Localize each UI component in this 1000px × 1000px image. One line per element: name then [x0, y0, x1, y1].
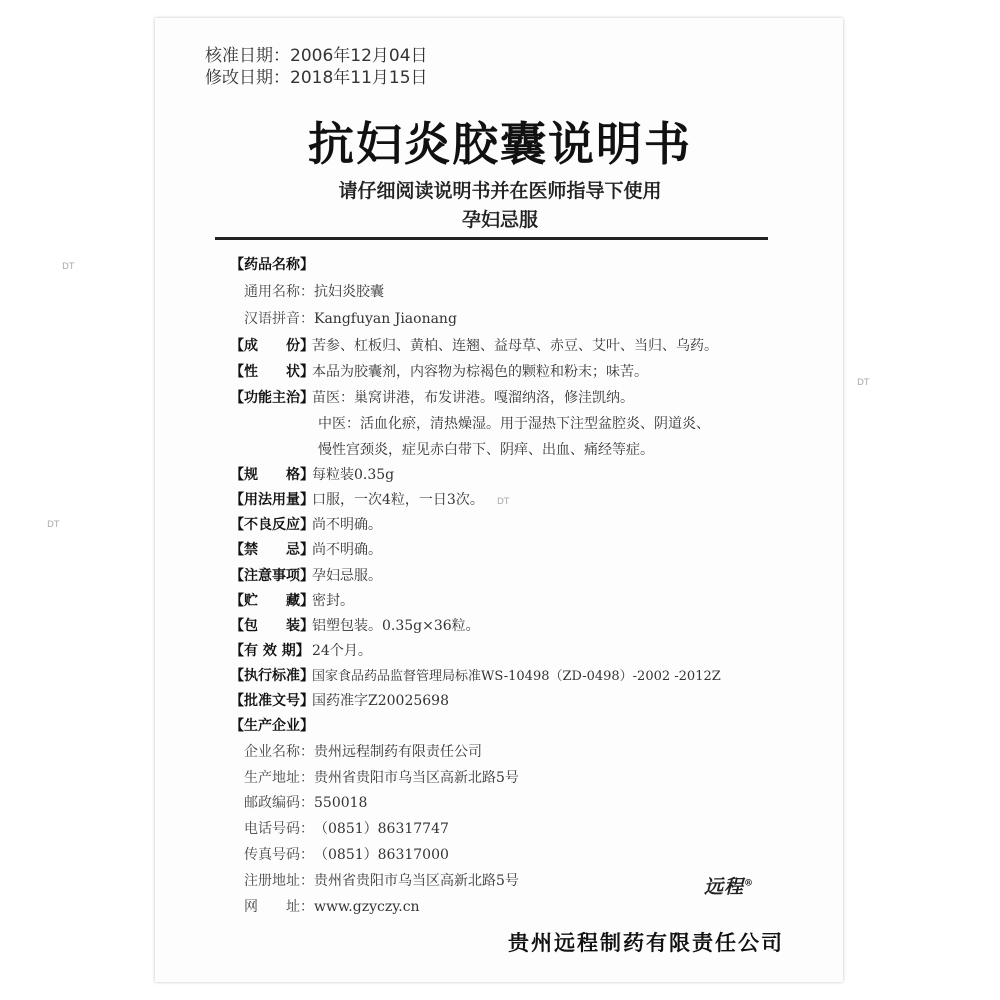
field-label: 【规 格】	[230, 467, 314, 483]
field-value: 贵州远程制药有限责任公司	[314, 744, 482, 760]
field-label: 【功能主治】	[230, 390, 314, 406]
row-company	[244, 742, 482, 762]
pregnancy-warning: 孕妇忌服	[461, 209, 538, 231]
field-label: 【用法用量】	[230, 492, 314, 508]
field-value: 口服，一次4粒，一日3次。	[312, 492, 484, 508]
field-value: 24个月。	[312, 643, 372, 659]
row-contraindications	[230, 540, 382, 560]
field-value: （0851）86317747	[314, 821, 449, 837]
registered-mark: ®	[744, 878, 755, 889]
field-label: 汉语拼音：	[244, 311, 314, 327]
field-value: 贵州省贵阳市乌当区高新北路5号	[314, 770, 519, 786]
field-label: 【包 装】	[230, 618, 314, 634]
section-label: 【药品名称】	[230, 257, 314, 273]
row-precautions	[230, 566, 382, 586]
logo-text: 远程	[704, 876, 745, 898]
field-value: 尚不明确。	[312, 542, 382, 558]
watermark: DT	[497, 497, 510, 507]
subtitle: 请仔细阅读说明书并在医师指导下使用	[338, 180, 662, 202]
row-indications	[230, 388, 634, 408]
field-value: 孕妇忌服。	[312, 568, 382, 584]
field-value: 密封。	[312, 593, 354, 609]
row-character	[230, 362, 648, 382]
row-address	[244, 768, 519, 788]
field-label: 【注意事项】	[230, 568, 314, 584]
approve-date: 核准日期：2006年12月04日	[205, 46, 428, 66]
field-value: 国家食品药品监督管理局标准WS-10498（ZD-0498）-2002 -2012Z	[312, 669, 721, 684]
field-value: 苗医：巢窝讲港，布发讲港。嘎溜纳洛，修洼凯纳。	[312, 390, 634, 406]
field-label: 【执行标准】	[230, 668, 314, 684]
row-phone	[244, 819, 449, 839]
section-manufacturer	[230, 716, 314, 736]
row-reg-address	[244, 871, 519, 891]
row-adverse	[230, 515, 382, 535]
field-label: 【不良反应】	[230, 517, 314, 533]
row-standard	[230, 666, 721, 687]
row-spec	[230, 465, 394, 485]
divider	[215, 237, 768, 240]
field-label: 通用名称：	[244, 284, 314, 300]
field-value: 国药准字Z20025698	[312, 693, 449, 709]
field-label: 【成 份】	[230, 338, 314, 354]
field-label: 生产地址：	[244, 770, 314, 786]
company-footer: 贵州远程制药有限责任公司	[508, 931, 784, 955]
section-drug-name	[230, 255, 314, 275]
field-value: 抗妇炎胶囊	[314, 284, 384, 300]
field-label: 企业名称：	[244, 744, 314, 760]
indications-line: 慢性宫颈炎，症见赤白带下、阴痒、出血、痛经等症。	[318, 442, 654, 458]
field-label: 【批准文号】	[230, 693, 314, 709]
field-value: 贵州省贵阳市乌当区高新北路5号	[314, 873, 519, 889]
field-value: 苦参、杠板归、黄柏、连翘、益母草、赤豆、艾叶、当归、乌药。	[312, 338, 718, 354]
row-package	[230, 616, 480, 636]
indications-line: 中医：活血化瘀，清热燥湿。用于湿热下注型盆腔炎、阴道炎、	[318, 416, 710, 432]
field-label: 邮政编码：	[244, 795, 314, 811]
row-ingredients	[230, 336, 718, 356]
row-common-name	[244, 282, 384, 302]
field-label: 网 址：	[244, 899, 314, 915]
row-postcode	[244, 793, 367, 813]
field-value: 每粒装0.35g	[312, 467, 395, 483]
watermark: DT	[47, 520, 60, 530]
brand-logo	[704, 872, 754, 899]
field-value: 铝塑包装。0.35g×36粒。	[312, 618, 480, 634]
field-label: 注册地址：	[244, 873, 314, 889]
row-storage	[230, 591, 354, 611]
field-value: Kangfuyan Jiaonang	[314, 311, 457, 327]
field-label: 【性 状】	[230, 364, 314, 380]
field-label: 【贮 藏】	[230, 593, 314, 609]
watermark: DT	[62, 262, 75, 272]
field-label: 电话号码：	[244, 821, 314, 837]
field-value: 550018	[314, 795, 368, 811]
page-title: 抗妇炎胶囊说明书	[308, 117, 692, 171]
row-fax	[244, 845, 449, 865]
field-label: 【禁 忌】	[230, 542, 314, 558]
row-dosage	[230, 490, 484, 510]
revise-date: 修改日期：2018年11月15日	[205, 68, 428, 88]
row-pinyin	[244, 309, 457, 329]
section-label: 【生产企业】	[230, 718, 314, 734]
row-approval	[230, 691, 449, 711]
field-value: 尚不明确。	[312, 517, 382, 533]
field-label: 【有 效 期】	[230, 643, 310, 659]
field-value: （0851）86317000	[314, 847, 449, 863]
row-validity	[230, 641, 372, 661]
field-label: 传真号码：	[244, 847, 314, 863]
watermark: DT	[857, 378, 870, 388]
date-block	[205, 45, 428, 89]
row-website	[244, 897, 420, 917]
field-value: www.gzyczy.cn	[314, 899, 420, 915]
field-value: 本品为胶囊剂，内容物为棕褐色的颗粒和粉末；味苦。	[312, 364, 648, 380]
